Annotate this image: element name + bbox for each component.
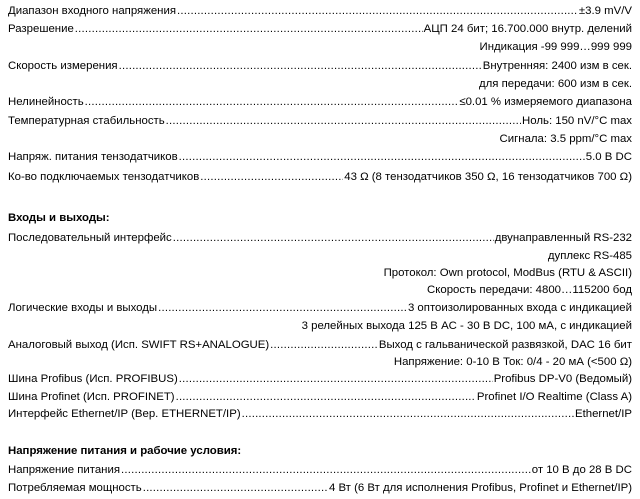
- leader-dots: [242, 406, 574, 422]
- spec-label: Нелинейность: [8, 96, 84, 108]
- leader-dots: [143, 480, 328, 496]
- spec-label: Аналоговый выход (Исп. SWIFT RS+ANALOGUE): [8, 339, 270, 351]
- leader-dots: [158, 300, 407, 316]
- spec-value-continuation: Сигнала: 3.5 ppm/°C max: [499, 133, 632, 145]
- spec-value-continuation: 3 релейных выхода 125 В AC - 30 В DC, 100 мА, с индикацией: [301, 320, 632, 332]
- spec-label: Логические входы и выходы: [8, 302, 158, 314]
- spec-row-resolution: [8, 21, 632, 37]
- spec-value: Ноль: 150 nV/°C max: [522, 115, 632, 127]
- spec-label: Интерфейс Ethernet/IP (Вер. ETHERNET/IP): [8, 408, 241, 420]
- spec-value: 4 Вт (6 Вт для исполнения Profibus, Profinet и Ethernet/IP): [328, 482, 632, 494]
- spec-value: двунаправленный RS-232: [494, 232, 632, 244]
- spec-row-loadcell-count: [8, 169, 632, 185]
- spec-row-measurement-speed: [8, 58, 632, 74]
- leader-dots: [75, 21, 423, 37]
- spec-value: от 10 В до 28 В DC: [531, 464, 632, 476]
- spec-row-profibus: [8, 371, 632, 387]
- spec-value: Profinet I/O Realtime (Class A): [476, 391, 632, 403]
- spec-label: Ко-во подключаемых тензодатчиков: [8, 171, 200, 183]
- spec-label: Напряжение питания: [8, 464, 120, 476]
- spec-value: Внутренняя: 2400 изм в сек.: [482, 60, 632, 72]
- spec-value: ≤0.01 % измеряемого диапазона: [459, 96, 632, 108]
- leader-dots: [179, 371, 493, 387]
- spec-label: Потребляемая мощность: [8, 482, 142, 494]
- leader-dots: [166, 113, 521, 129]
- leader-dots: [121, 462, 531, 478]
- spec-label: Шина Profinet (Исп. PROFINET): [8, 391, 175, 403]
- spec-row-power-consumption: [8, 480, 632, 496]
- spec-label: Последовательный интерфейс: [8, 232, 172, 244]
- spec-row-supply-voltage: [8, 462, 632, 478]
- leader-dots: [119, 58, 482, 74]
- leader-dots: [176, 389, 476, 405]
- spec-value: Ethernet/IP: [575, 408, 632, 420]
- leader-dots: [200, 169, 343, 185]
- section-title-io: Входы и выходы:: [8, 212, 110, 224]
- spec-row-temp-stability: [8, 113, 632, 129]
- spec-label: Диапазон входного напряжения: [8, 5, 176, 17]
- spec-label: Скорость измерения: [8, 60, 118, 72]
- spec-row-excitation-voltage: [8, 149, 632, 165]
- spec-value-continuation: дуплекс RS-485: [547, 250, 632, 262]
- spec-value: Выход с гальванической развязкой, DAC 16 бит: [378, 339, 632, 351]
- spec-value: 5.0 В DC: [585, 151, 632, 163]
- leader-dots: [270, 337, 378, 353]
- spec-value: Profibus DP-V0 (Ведомый): [493, 373, 632, 385]
- spec-row-nonlinearity: [8, 94, 632, 110]
- spec-row-serial: [8, 230, 632, 246]
- spec-value-continuation: для передачи: 600 изм в сек.: [478, 78, 632, 90]
- spec-value: 43 Ω (8 тензодатчиков 350 Ω, 16 тензодатчиков 700 Ω): [344, 171, 632, 183]
- spec-row-logic-io: [8, 300, 632, 316]
- spec-value: АЦП 24 бит; 16.700.000 внутр. делений: [423, 23, 632, 35]
- leader-dots: [85, 94, 459, 110]
- spec-row-ethernet-ip: [8, 406, 632, 422]
- spec-value-continuation: Напряжение: 0-10 В Ток: 0/4 - 20 мА (<500 Ω): [393, 356, 632, 368]
- spec-label: Напряж. питания тензодатчиков: [8, 151, 178, 163]
- spec-value: 3 оптоизолированных входа с индикацией: [407, 302, 632, 314]
- spec-row-analog-output: [8, 337, 632, 353]
- spec-row-profinet: [8, 389, 632, 405]
- spec-label: Температурная стабильность: [8, 115, 165, 127]
- leader-dots: [179, 149, 585, 165]
- spec-label: Шина Profibus (Исп. PROFIBUS): [8, 373, 178, 385]
- leader-dots: [177, 3, 578, 19]
- leader-dots: [173, 230, 494, 246]
- spec-label: Разрешение: [8, 23, 74, 35]
- spec-row-input-range: [8, 3, 632, 19]
- spec-value: ±3.9 mV/V: [578, 5, 632, 17]
- spec-value-continuation: Протокол: Own protocol, ModBus (RTU & ASCII): [383, 267, 632, 279]
- section-title-power: Напряжение питания и рабочие условия:: [8, 445, 242, 457]
- spec-value-continuation: Индикация -99 999…999 999: [479, 41, 632, 53]
- spec-value-continuation: Скорость передачи: 4800…115200 бод: [427, 284, 632, 296]
